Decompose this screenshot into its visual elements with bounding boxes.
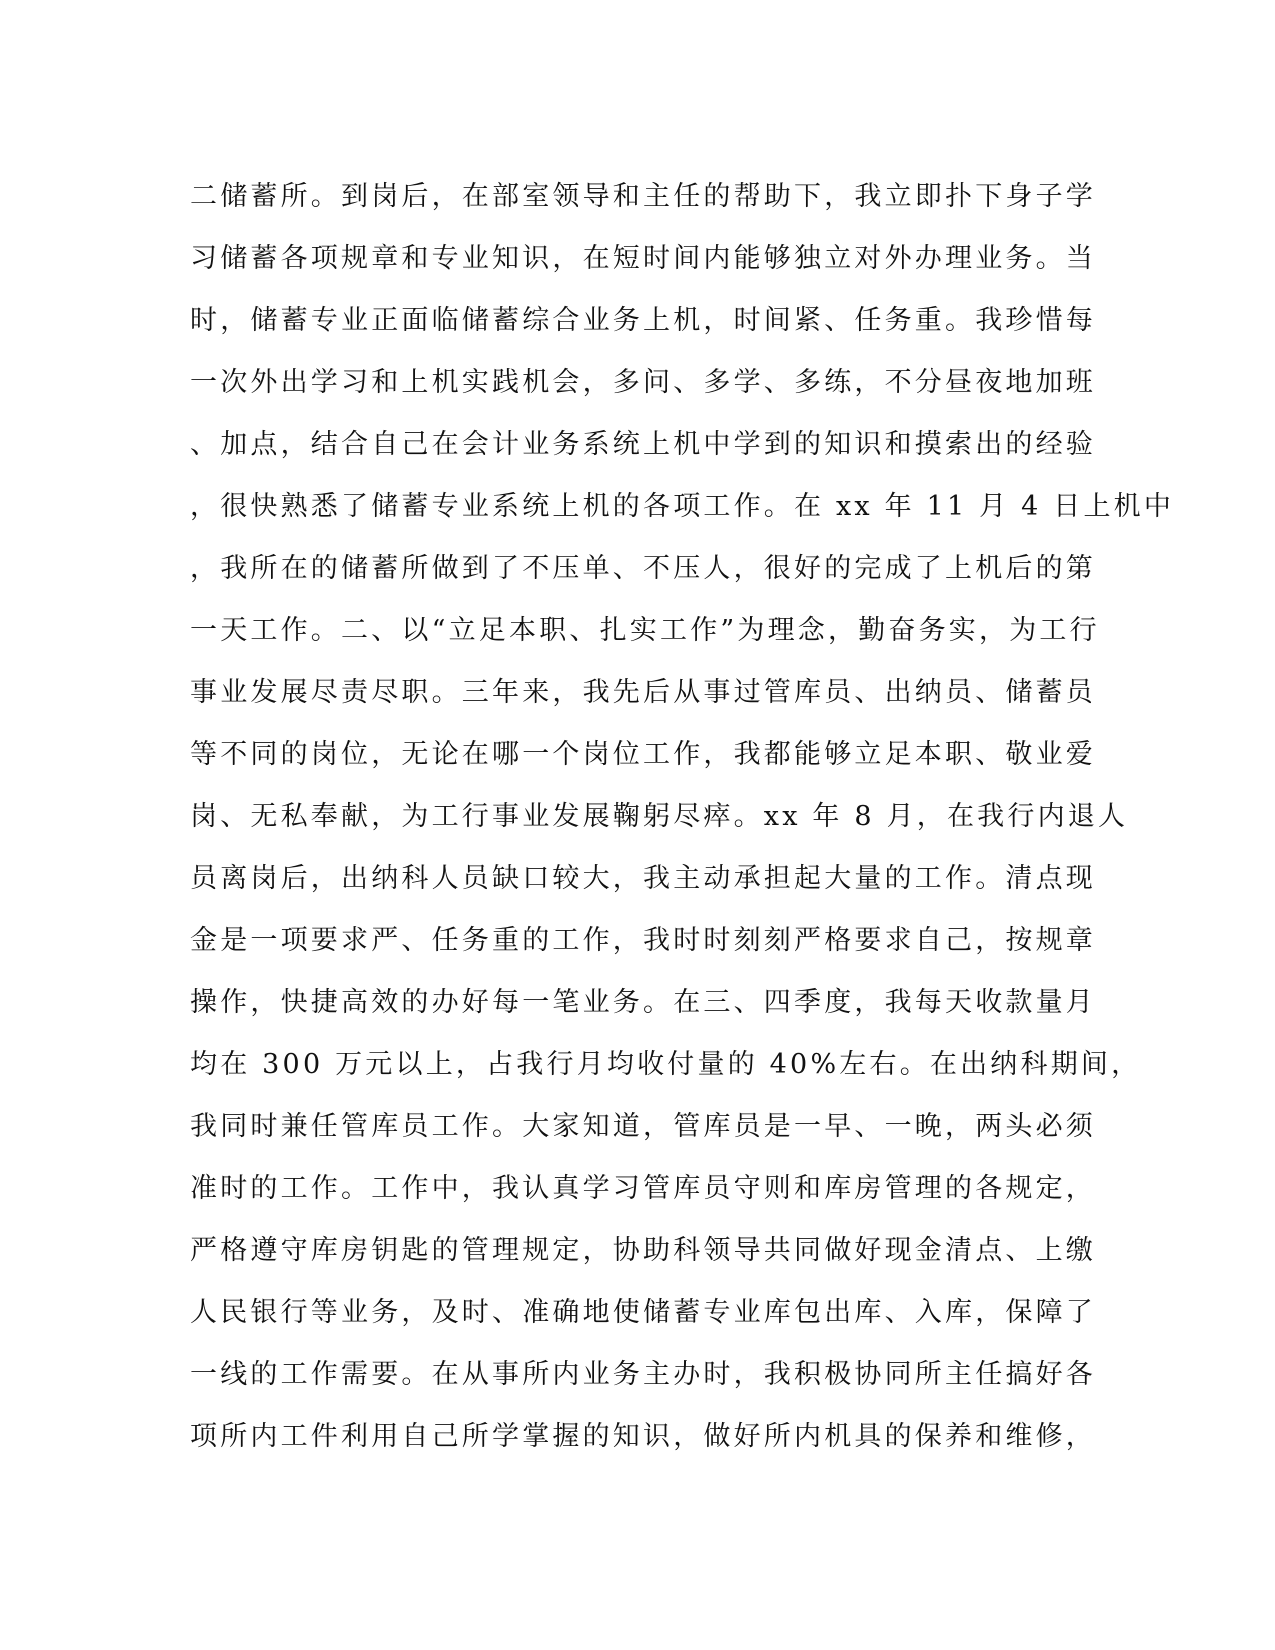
text-line: 等不同的岗位，无论在哪一个岗位工作，我都能够立足本职、敬业爱	[190, 739, 1096, 770]
text-line: 操作，快捷高效的办好每一笔业务。在三、四季度，我每天收款量月	[190, 987, 1096, 1018]
text-line: ，很快熟悉了储蓄专业系统上机的各项工作。在 xx 年 11 月 4 日上机中	[190, 491, 1175, 522]
text-line: 项所内工件利用自己所学掌握的知识，做好所内机具的保养和维修，	[190, 1421, 1096, 1452]
text-line: 一天工作。二、以“立足本职、扎实工作”为理念，勤奋务实，为工行	[190, 615, 1100, 646]
text-line: 岗、无私奉献，为工行事业发展鞠躬尽瘁。xx 年 8 月，在我行内退人	[190, 801, 1129, 832]
text-line: 人民银行等业务，及时、准确地使储蓄专业库包出库、入库，保障了	[190, 1297, 1096, 1328]
text-line: 事业发展尽责尽职。三年来，我先后从事过管库员、出纳员、储蓄员	[190, 677, 1096, 708]
text-line: ，我所在的储蓄所做到了不压单、不压人，很好的完成了上机后的第	[190, 553, 1096, 584]
text-line: 金是一项要求严、任务重的工作，我时时刻刻严格要求自己，按规章	[190, 925, 1096, 956]
text-line: 时，储蓄专业正面临储蓄综合业务上机，时间紧、任务重。我珍惜每	[190, 305, 1096, 336]
text-line: 一次外出学习和上机实践机会，多问、多学、多练，不分昼夜地加班	[190, 367, 1096, 398]
body-text	[190, 166, 1175, 1468]
text-line: 一线的工作需要。在从事所内业务主办时，我积极协同所主任搞好各	[190, 1359, 1096, 1390]
text-line: 准时的工作。工作中，我认真学习管库员守则和库房管理的各规定，	[190, 1173, 1096, 1204]
text-line: 我同时兼任管库员工作。大家知道，管库员是一早、一晚，两头必须	[190, 1111, 1096, 1142]
text-line: 习储蓄各项规章和专业知识，在短时间内能够独立对外办理业务。当	[190, 243, 1096, 274]
text-line: 员离岗后，出纳科人员缺口较大，我主动承担起大量的工作。清点现	[190, 863, 1096, 894]
text-line: 均在 300 万元以上，占我行月均收付量的 40%左右。在出纳科期间，	[190, 1049, 1142, 1080]
text-line: 、加点，结合自己在会计业务系统上机中学到的知识和摸索出的经验	[190, 429, 1096, 460]
text-line: 二储蓄所。到岗后，在部室领导和主任的帮助下，我立即扑下身子学	[190, 181, 1096, 212]
text-line: 严格遵守库房钥匙的管理规定，协助科领导共同做好现金清点、上缴	[190, 1235, 1096, 1266]
